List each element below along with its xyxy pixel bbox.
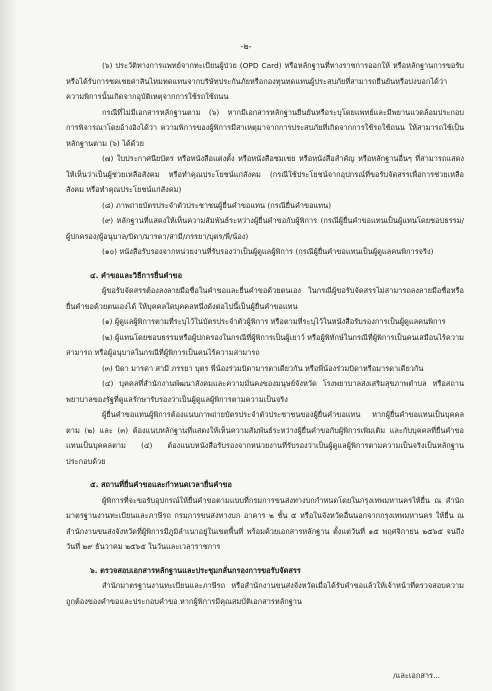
paragraph: (๓) บิดา มารดา สามี ภรรยา บุตร พี่น้องร่วมบิดามารดาเดียวกัน หรือพี่น้องร่วมบิดาหรือมารดาเดียวกัน xyxy=(102,363,424,373)
section-heading: ๕. สถานที่ยื่นคำขอและกำหนดเวลายื่นคำขอ xyxy=(90,480,232,489)
paragraph: (๗) ใบประกาศนียบัตร หรือหนังสือแต่งตั้ง หรือหนังสือชมเชย หรือหนังสือสำคัญ หรือหลักฐานอื่นๆ ที่สามารถแสดงให้เห็นว่าเป็นผู้ช่วยเหลือสังคม หรือทำคุณประโยชน์แก่สังคม (กรณีใช้ประโยชน์จากอุปกรณ์ที่ขอรับจัดสรรเพื่อการช่วยเหลือสังคม หรือทำคุณประโยชน์แก่สังคม) xyxy=(66,154,464,194)
paragraph: (๘) ภาพถ่ายบัตรประจำตัวประชาชนผู้ยื่นคำขอแทน (กรณียื่นคำขอแทน) xyxy=(102,200,332,210)
paragraph: (๔) บุคคลที่สำนักงานพัฒนาสังคมและความมั่นคงของมนุษย์จังหวัด โรงพยาบาลส่งเสริมสุขภาพตำบล หรือสถานพยาบาลของรัฐที่ดูแลรักษารับรองว่าเป็นผู้ดูแลผู้พิการตามความเป็นจริง xyxy=(66,379,464,404)
paragraph: (๒) ผู้แทนโดยชอบธรรมหรือผู้ปกครองในกรณีที่ผู้พิการเป็นผู้เยาว์ หรือผู้พิทักษ์ในกรณีที่ผู้พิการเป็นคนเสมือนไร้ความสามารถ หรือผู้อนุบาลในกรณีที่ผู้พิการเป็นคนไร้ความสามารถ xyxy=(66,332,464,357)
section-heading: ๔. คำขอและวิธีการยื่นคำขอ xyxy=(90,270,183,280)
page-number: -๒- xyxy=(240,42,252,51)
continuation-note: /และเอกสาร... xyxy=(393,671,440,680)
paragraph: (๑๐) หนังสือรับรองจากหน่วยงานที่รับรองว่าเป็นผู้ดูแลผู้พิการ (กรณีผู้ยื่นคำขอแทนเป็นผู้ดูแลคนพิการจริง) xyxy=(102,247,434,256)
paragraph: ผู้ยื่นคำขอแทนผู้พิการต้องแนบภาพถ่ายบัตรประจำตัวประชาชนของผู้ยื่นคำขอแทน หากผู้ยื่นคำขอแทนเป็นบุคคลตาม (๒) และ (๓) ต้องแนบหลักฐานที่แสดงให้เห็นความสัมพันธ์ระหว่างผู้ยื่นคำขอกับผู้พิการเพิ่มเติม และกับบุคคลที่ยื่นคำขอแทนเป็นบุคคลตาม (๔) ต้องแนบหนังสือรับรองจากหน่วยงานที่รับรองว่าเป็นผู้ดูแลผู้พิการตามความเป็นจริงเป็นหลักฐานประกอบด้วย xyxy=(66,410,464,466)
scan-edge-shadow xyxy=(0,0,18,691)
document-body xyxy=(66,58,464,609)
paragraph: (๑) ผู้ดูแลผู้พิการตามที่ระบุไว้ในบัตรประจำตัวผู้พิการ หรือตามที่ระบุไว้ในหนังสือรับรองการเป็นผู้ดูแลคนพิการ xyxy=(102,317,446,326)
section-heading: ๖. ตรวจสอบเอกสารหลักฐานและประชุมกลั่นกรองการขอรับจัดสรร xyxy=(90,565,301,575)
paragraph: (๙) หลักฐานที่แสดงให้เห็นความสัมพันธ์ระหว่างผู้ยื่นคำขอกับผู้พิการ (กรณีผู้ยื่นคำขอแทนเป็นผู้แทนโดยชอบธรรม/ผู้ปกครอง/ผู้อนุบาล/บิดา/มารดา/สามี/ภรรยา/บุตร/พี่/น้อง) xyxy=(66,216,464,241)
paragraph: กรณีที่ไม่มีเอกสารหลักฐานตาม (๖) หากมีเอกสารหลักฐานยืนยันหรือระบุโดยแพทย์และมีพยานแวดล้อมประกอบการพิจารณาโดยอ้างอิงได้ว่า ความพิการของผู้พิการมีสาเหตุมาจากการประสบภัยที่เกิดจากการใช้รถใช้ถนน ให้สามารถใช้เป็นหลักฐานตาม (๖) ได้ด้วย xyxy=(66,107,464,148)
paragraph: ผู้ขอรับจัดสรรต้องลงลายมือชื่อในคำขอและยื่นคำขอด้วยตนเอง ในกรณีผู้ขอรับจัดสรรไม่สามารถลงลายมือชื่อหรือยื่นคำขอด้วยตนเองได้ ให้บุคคลใดบุคคลหนึ่งดังต่อไปนี้เป็นผู้ยื่นคำขอแทน xyxy=(66,286,464,311)
paragraph: ผู้พิการที่จะขอรับอุปกรณ์ให้ยื่นคำขอตามแบบที่กรมการขนส่งทางบกกำหนดโดยในกรุงเทพมหานครให้ยื่น ณ สำนักมาตรฐานงานทะเบียนและภาษีรถ กรมการขนส่งทางบก อาคาร ๒ ชั้น ๕ หรือในจังหวัดอื่นนอกจากกรุงเทพมหานคร ให้ยื่น ณ สำนักงานขนส่งจังหวัดที่ผู้พิการมีภูมิลำเนาอยู่ในเขตพื้นที่ พร้อมด้วยเอกสารหลักฐาน ตั้งแต่วันที่ ๑๕ พฤศจิกายน ๒๕๖๕ จนถึงวันที่ ๒๙ ธันวาคม ๒๕๖๕ ในวันและเวลาราชการ xyxy=(66,495,464,551)
paragraph: สำนักมาตรฐานงานทะเบียนและภาษีรถ หรือสำนักงานขนส่งจังหวัดเมื่อได้รับคำขอแล้วให้เจ้าหน้าที่ตรวจสอบความถูกต้องของคำขอและประกอบคำขอ หากผู้พิการมีคุณสมบัติเอกสารหลักฐาน xyxy=(66,581,464,606)
paragraph: (๖) ประวัติทางการแพทย์จากทะเบียนผู้ป่วย (OPD Card) หรือหลักฐานที่ทางราชการออกให้ หรือหลักฐานการขอรับหรือได้รับการชดเชยค่าสินไหมทดแทนจากบริษัทประกันภัยหรือกองทุนทดแทนผู้ประสบภัยที่สามารถยืนยันหรือบ่งบอกได้ว่าความพิการนั้นเกิดจากอุบัติเหตุจากการใช้รถใช้ถนน xyxy=(66,61,464,101)
